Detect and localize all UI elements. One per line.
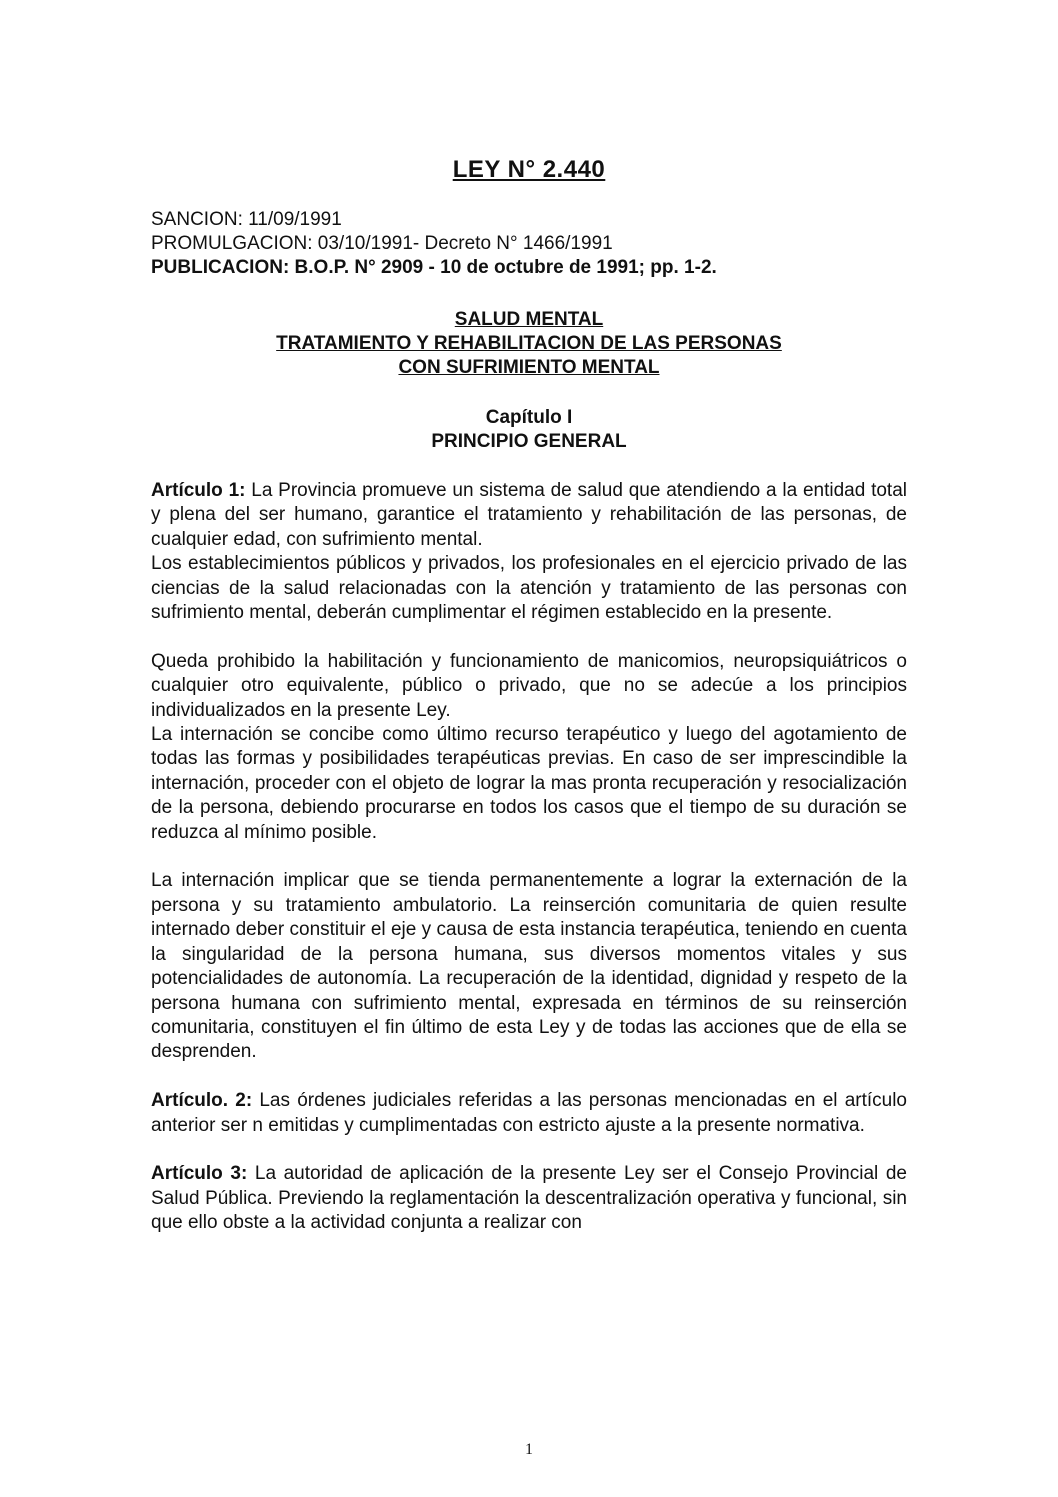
article-1-paragraph-2: Los establecimientos públicos y privados, los profesionales en el ejercicio privado de las ciencias de la salud relacionadas con la atención y tratamiento de las personas con sufrimiento mental, deberán cumplimentar el régimen establecido en la presente. <box>151 553 907 624</box>
subject-line-1: SALUD MENTAL <box>454 309 604 330</box>
article-3-paragraph <box>151 1162 907 1235</box>
law-subject <box>0 308 1058 380</box>
article-1-paragraph-5: La internación implicar que se tienda permanentemente a lograr la externación de la persona y su tratamiento ambulatorio. La reinserción comunitaria de quien resulte internado deber constituir el eje y causa de esta instancia terapéutica, teniendo en cuenta la singularidad de la persona humana, sus diversos momentos vitales y sus potencialidades de autonomía. La recuperación de la identidad, dignidad y respeto de la persona humana con sufrimiento mental, expresada en términos de su reinserción comunitaria, constituyen el fin último de esta Ley y de todas las acciones que de ella se desprenden. <box>151 870 907 1063</box>
article-2-text: Las órdenes judiciales referidas a las personas mencionadas en el artículo anterior ser n emitidas y cumplimentadas con estricto ajuste a la presente normativa. <box>151 1090 907 1136</box>
sanction-date: SANCION: 11/09/1991 <box>151 209 342 230</box>
publication-info: PUBLICACION: B.O.P. N° 2909 - 10 de octubre de 1991; pp. 1-2. <box>151 257 717 278</box>
page-number: 1 <box>525 1441 533 1458</box>
article-1-paragraph-1 <box>151 479 907 552</box>
article-1-text: La Provincia promueve un sistema de salud que atendiendo a la entidad total y plena del ser humano, garantice el tratamiento y rehabilitación de las personas, de cualquier edad, con sufrimiento mental. <box>151 480 907 550</box>
promulgation-info: PROMULGACION: 03/10/1991- Decreto N° 1466/1991 <box>151 233 613 254</box>
subject-line-3: CON SUFRIMIENTO MENTAL <box>398 357 660 378</box>
article-2-label: Artículo. 2: <box>151 1090 253 1112</box>
article-3-label: Artículo 3: <box>151 1163 248 1185</box>
article-1-label: Artículo 1: <box>151 480 246 501</box>
document-body <box>151 479 907 1236</box>
article-1-paragraph-3: Queda prohibido la habilitación y funcionamiento de manicomios, neuropsiquiátricos o cualquier otro equivalente, público o privado, que no se adecúe a los principios individualizados en la presente Ley. <box>151 650 907 721</box>
law-title: LEY N° 2.440 <box>452 156 606 183</box>
chapter-heading <box>0 406 1058 454</box>
subject-line-2: TRATAMIENTO Y REHABILITACION DE LAS PERSONAS <box>276 333 782 354</box>
article-2-paragraph <box>151 1089 907 1138</box>
chapter-name: PRINCIPIO GENERAL <box>431 431 627 452</box>
article-3-text: La autoridad de aplicación de la presente Ley ser el Consejo Provincial de Salud Pública. Previendo la reglamentación la descentralización operativa y funcional, sin que ello obste a la actividad conjunta a realizar con <box>151 1163 907 1234</box>
law-metadata <box>151 208 717 280</box>
article-1-paragraph-4: La internación se concibe como último recurso terapéutico y luego del agotamiento de todas las formas y posibilidades terapéuticas previas. En caso de ser imprescindible la internación, proceder con el objeto de lograr la mas pronta recuperación y resocialización de la persona, debiendo procurarse en todos los casos que el tiempo de su duración se reduzca al mínimo posible. <box>151 724 907 843</box>
chapter-label: Capítulo I <box>485 407 573 428</box>
